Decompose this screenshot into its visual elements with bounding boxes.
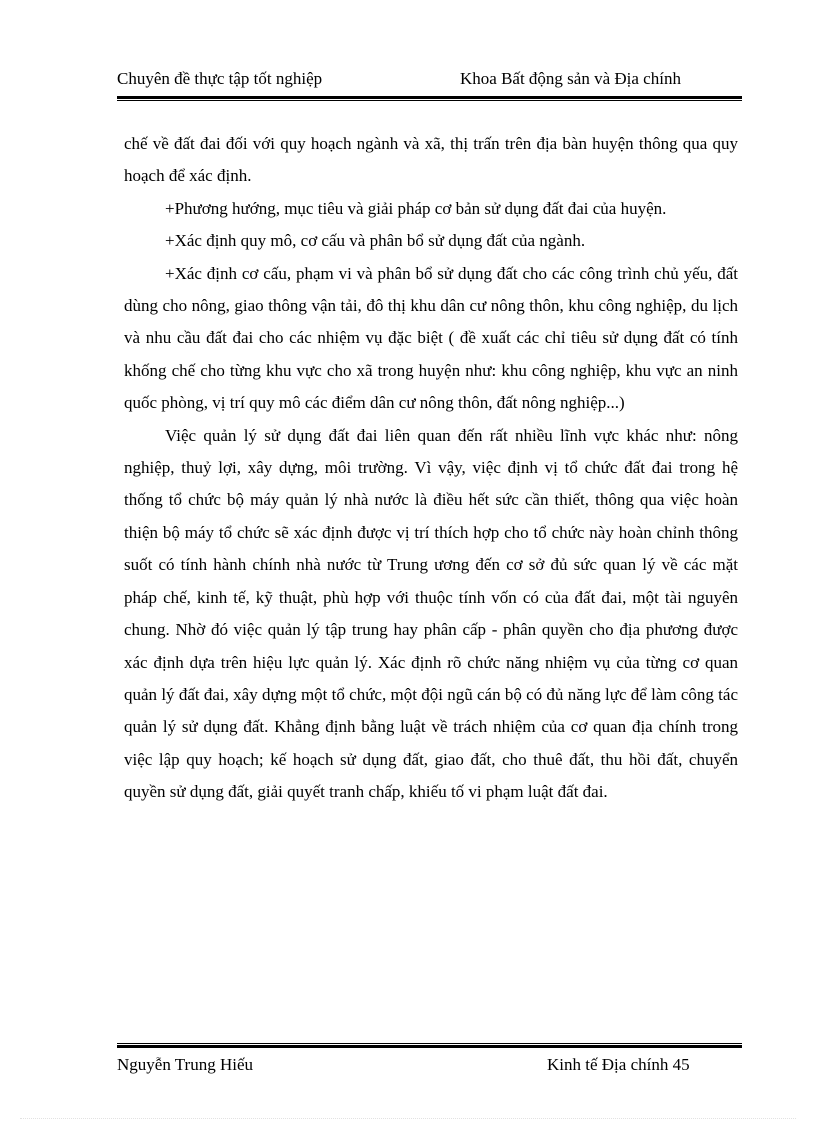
paragraph-continuation: chế về đất đai đối với quy hoạch ngành và xã, thị trấn trên địa bàn huyện thông qua quy hoạch để xác định. <box>124 134 738 186</box>
header-left-title: Chuyên đề thực tập tốt nghiệp <box>117 69 323 88</box>
paragraph-bullet-direction: +Phương hướng, mục tiêu và giải pháp cơ bản sử dụng đất đai của huyện. <box>165 198 667 218</box>
footer-page-label: Kinh tế Địa chính 45 <box>547 1055 690 1074</box>
paragraph-bullet-scale: +Xác định quy mô, cơ cấu và phân bổ sử dụng đất của ngành. <box>165 231 586 251</box>
paragraph-bullet-structure: +Xác định cơ cấu, phạm vi và phân bổ sử dụng đất cho các công trình chủ yếu, đất dùng cho nông, giao thông vận tải, đô thị khu dân cư nông thôn, khu công nghiệp, du lịch và nhu cầu đất đai cho các nhiệm vụ đặc biệt ( đề xuất các chỉ tiêu sử dụng đất có tính khống chế cho từng khu vực cho xã trong huyện như: khu công nghiệp, khu vực an ninh quốc phòng, vị trí quy mô các điểm dân cư nông thôn, đất nông nghiệp...) <box>124 263 738 413</box>
footer-author: Nguyễn Trung Hiếu <box>117 1055 254 1074</box>
paragraph-land-management: Việc quản lý sử dụng đất đai liên quan đến rất nhiều lĩnh vực khác như: nông nghiệp, thuỷ lợi, xây dựng, môi trường. Vì vậy, việc định vị tổ chức đất đai trong hệ thống tổ chức bộ máy quản lý nhà nước là điều hết sức cần thiết, thông qua việc hoàn thiện bộ máy tổ chức sẽ xác định được vị trí thích hợp cho tổ chức này hoàn chỉnh thông suốt có tính hành chính nhà nước từ Trung ương đến cơ sở đủ sức quan lý về các mặt pháp chế, kinh tế, kỹ thuật, phù hợp với thuộc tính vốn có của đất đai, một tài nguyên chung. Nhờ đó việc quản lý tập trung hay phân cấp - phân quyền cho địa phương được xác định dựa trên hiệu lực quản lý. Xác định rõ chức năng nhiệm vụ của từng cơ quan quản lý đất đai, xây dựng một tổ chức, một đội ngũ cán bộ có đủ năng lực để làm công tác quản lý sử dụng đất. Khẳng định bằng luật về trách nhiệm của cơ quan địa chính trong việc lập quy hoạch; kế hoạch sử dụng đất, giao đất, cho thuê đất, thu hồi đất, chuyển quyền sử dụng đất, giải quyết tranh chấp, khiếu tố vi phạm luật đất đai. <box>124 425 738 802</box>
header-right-title: Khoa Bất động sản và Địa chính <box>460 69 681 88</box>
page-bottom-dotted-edge <box>20 1118 796 1119</box>
document-body <box>124 128 738 809</box>
